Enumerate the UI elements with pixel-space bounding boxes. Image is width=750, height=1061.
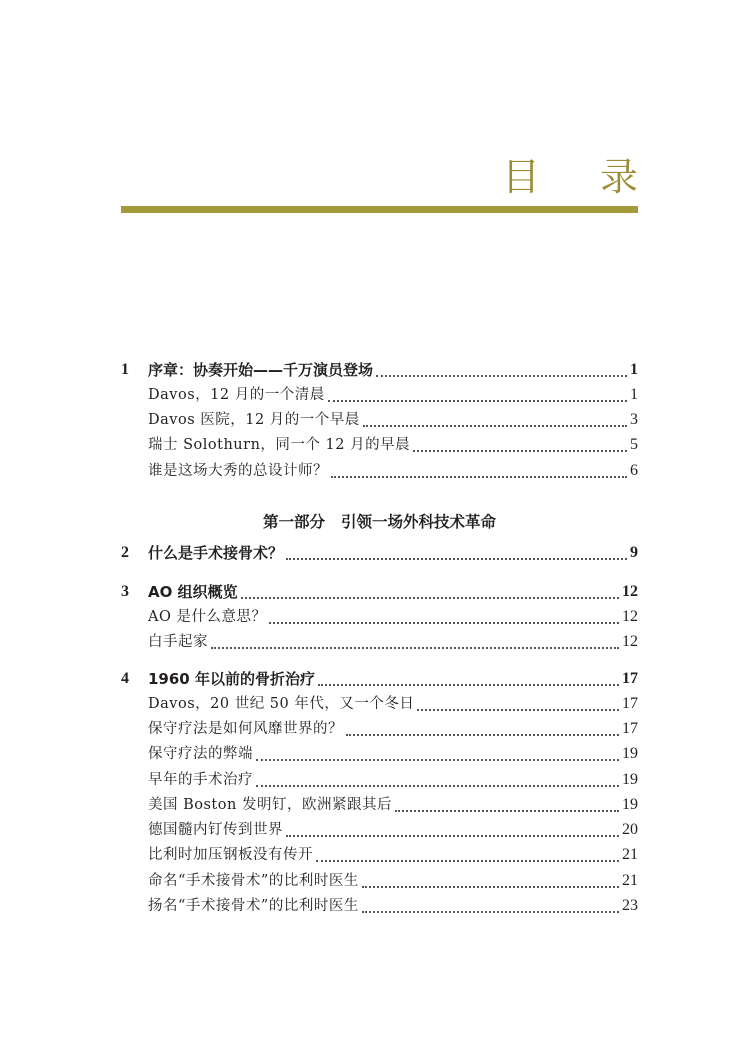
page-number: 19 [622,771,638,788]
dot-leader [269,612,619,624]
toc-entry-row[interactable] [121,894,638,918]
entry-title: 扬名“手术接骨术”的比利时医生 [148,898,359,914]
toc-entry-row[interactable] [121,717,638,741]
toc-entry-row[interactable] [121,630,638,654]
entry-title: AO 是什么意思？ [148,609,267,625]
toc-entry-row[interactable] [121,768,638,792]
toc-chapter-row[interactable] [121,541,638,565]
entry-title: 白手起家 [148,634,208,650]
dot-leader [241,587,619,599]
dot-leader [395,800,619,812]
page-number: 19 [622,745,638,762]
page-number: 17 [622,695,638,712]
dot-leader [256,749,619,761]
entry-title: 序章：协奏开始——千万演员登场 [148,361,374,379]
toc-entry-row[interactable] [121,742,638,766]
dot-leader [318,674,619,686]
page-number: 23 [622,897,638,914]
part-title: 引领一场外科技术革命 [341,513,497,531]
toc-entry-row[interactable] [121,843,638,867]
toc-entry-row[interactable] [121,459,638,483]
page-number: 12 [622,583,638,600]
toc-chapter-row[interactable] [121,667,638,691]
dot-leader [331,466,627,478]
toc-chapter-row[interactable] [121,358,638,382]
chapter-number: 3 [121,583,129,600]
dot-leader [362,901,619,913]
dot-leader [256,775,619,787]
page-number: 17 [622,720,638,737]
entry-title: 早年的手术治疗 [148,772,253,788]
dot-leader [286,548,627,560]
dot-leader [413,440,627,452]
dot-leader [362,876,619,888]
page-number: 12 [622,633,638,650]
part-heading [121,510,638,534]
entry-title: AO 组织概览 [148,583,238,601]
dot-leader [376,365,627,377]
page-number: 21 [622,872,638,889]
page-number: 21 [622,846,638,863]
page-number: 19 [622,796,638,813]
page-number: 6 [630,462,638,479]
title-char-lu: 录 [599,155,638,199]
page-number: 1 [630,386,638,403]
entry-title: 1960 年以前的骨折治疗 [148,670,315,688]
title-char-mu: 目 [502,155,541,199]
toc-entry-row[interactable] [121,869,638,893]
toc-entry-row[interactable] [121,692,638,716]
entry-title: 保守疗法的弊端 [148,746,253,762]
toc-entry-row[interactable] [121,383,638,407]
dot-leader [316,850,619,862]
title-rule [121,206,638,213]
toc-entry-row[interactable] [121,408,638,432]
dot-leader [286,825,619,837]
chapter-number: 1 [121,361,129,378]
entry-title: 比利时加压钢板没有传开 [148,847,313,863]
dot-leader [363,415,627,427]
dot-leader [211,637,619,649]
page-number: 3 [630,411,638,428]
chapter-number: 4 [121,670,129,687]
toc-title [120,152,638,202]
entry-title: 谁是这场大秀的总设计师？ [148,463,328,479]
entry-title: 什么是手术接骨术？ [148,544,284,562]
entry-title: 美国 Boston 发明钉，欧洲紧跟其后 [148,797,392,813]
dot-leader [417,699,619,711]
part-label: 第一部分 [262,513,325,531]
entry-title: Davos，12 月的一个清晨 [148,387,325,403]
page-number: 17 [622,670,638,687]
page-number: 1 [630,361,638,378]
entry-title: Davos，20 世纪 50 年代，又一个冬日 [148,696,415,712]
toc-entry-row[interactable] [121,818,638,842]
page-number: 20 [622,821,638,838]
toc-entry-row[interactable] [121,793,638,817]
entry-title: 德国髓内钉传到世界 [148,822,283,838]
toc-entry-row[interactable] [121,605,638,629]
entry-title: Davos 医院，12 月的一个早晨 [148,412,360,428]
entry-title: 瑞士 Solothurn，同一个 12 月的早晨 [148,437,411,453]
page-number: 12 [622,608,638,625]
entry-title: 命名“手术接骨术”的比利时医生 [148,873,359,889]
toc-chapter-row[interactable] [121,580,638,604]
page-number: 5 [630,436,638,453]
chapter-number: 2 [121,544,129,561]
page-number: 9 [630,544,638,561]
toc-entry-row[interactable] [121,433,638,457]
dot-leader [328,390,627,402]
entry-title: 保守疗法是如何风靡世界的？ [148,721,343,737]
dot-leader [346,724,619,736]
